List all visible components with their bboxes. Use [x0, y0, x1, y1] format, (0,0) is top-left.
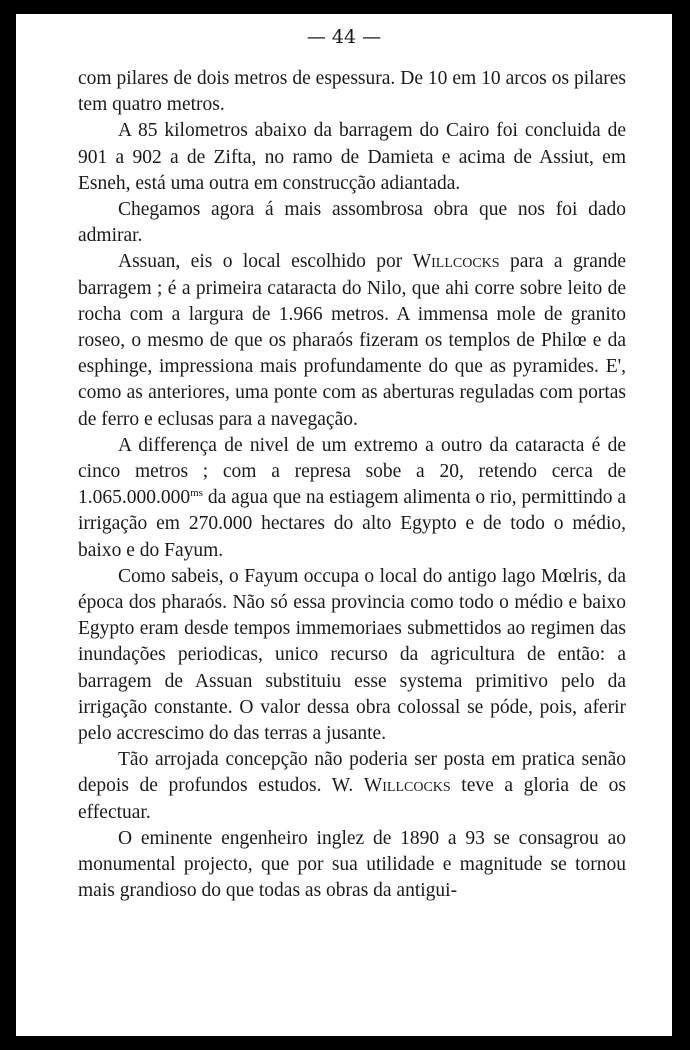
- book-page: [16, 14, 672, 1036]
- paragraph-4-text-start: Assuan, eis o local escolhido por: [118, 251, 413, 273]
- paragraph-7-text-start: Tão arrojada concepção não poderia ser posta em pratica senão depois de profundos estudos. W.: [78, 749, 626, 797]
- paragraph-7: [78, 747, 626, 826]
- paragraph-4: [78, 249, 626, 432]
- author-name: Willcocks: [363, 775, 451, 797]
- text-body: [78, 66, 626, 905]
- paragraph-5: [78, 433, 626, 564]
- unit-superscript: ms: [190, 487, 203, 500]
- paragraph-3: Chegamos agora á mais assombrosa obra que nos foi dado admirar.: [78, 199, 626, 247]
- paragraph-5-text-end: da agua que na estiagem alimenta o rio, permittindo a irrigação em 270.000 hectares do alto Egypto e de todo o médio, baixo e do Fayum.: [78, 487, 626, 561]
- paragraph-2: A 85 kilometros abaixo da barragem do Cairo foi concluida de 901 a 902 a de Zifta, no ramo de Damieta e acima de Assiut, em Esneh, está uma outra em construcção adiantada.: [78, 120, 626, 194]
- paragraph-5-text-start: A differença de nivel de um extremo a outro da cataracta é de cinco metros ; com a represa sobe a 20, retendo cerca de 1.065.000.000: [78, 434, 626, 509]
- paragraph-8: O eminente engenheiro inglez de 1890 a 93 se consagrou ao monumental projecto, que por sua utilidade e magnitude se tornou mais grandioso do que todas as obras da antigui-: [78, 827, 626, 902]
- page-number: — 44 —: [306, 26, 382, 48]
- paragraph-1: com pilares de dois metros de espessura. De 10 em 10 arcos os pilares tem quatro metros.: [78, 68, 626, 116]
- paragraph-6: Como sabeis, o Fayum occupa o local do antigo lago Mœlris, da época dos pharaós. Não só essa provincia como todo o médio e baixo Egypto eram desde tempos immemoriaes submettidos ao regimen das inundações periodicas, unico recurso da agricultura de então: a barragem de Assuan substituiu esse systema primitivo pelo da irrigação constante. O valor dessa obra colossal se póde, pois, aferir pelo accrescimo do das terras a jusante.: [78, 565, 626, 745]
- paragraph-4-text-end: para a grande barragem ; é a primeira cataracta do Nilo, que ahi corre sobre leito de rocha com a largura de 1.966 metros. A immensa mole de granito roseo, o mesmo de que os pharaós fizeram os templos de Philœ e da esphinge, impressiona mais profundamente do que as pyramides. E', como as anteriores, uma ponte com as aberturas reguladas com portas de ferro e eclusas para a navegação.: [78, 251, 627, 430]
- paragraph-7-text-end: teve a gloria de os effectuar.: [78, 775, 626, 823]
- author-name: Willcocks: [412, 251, 500, 273]
